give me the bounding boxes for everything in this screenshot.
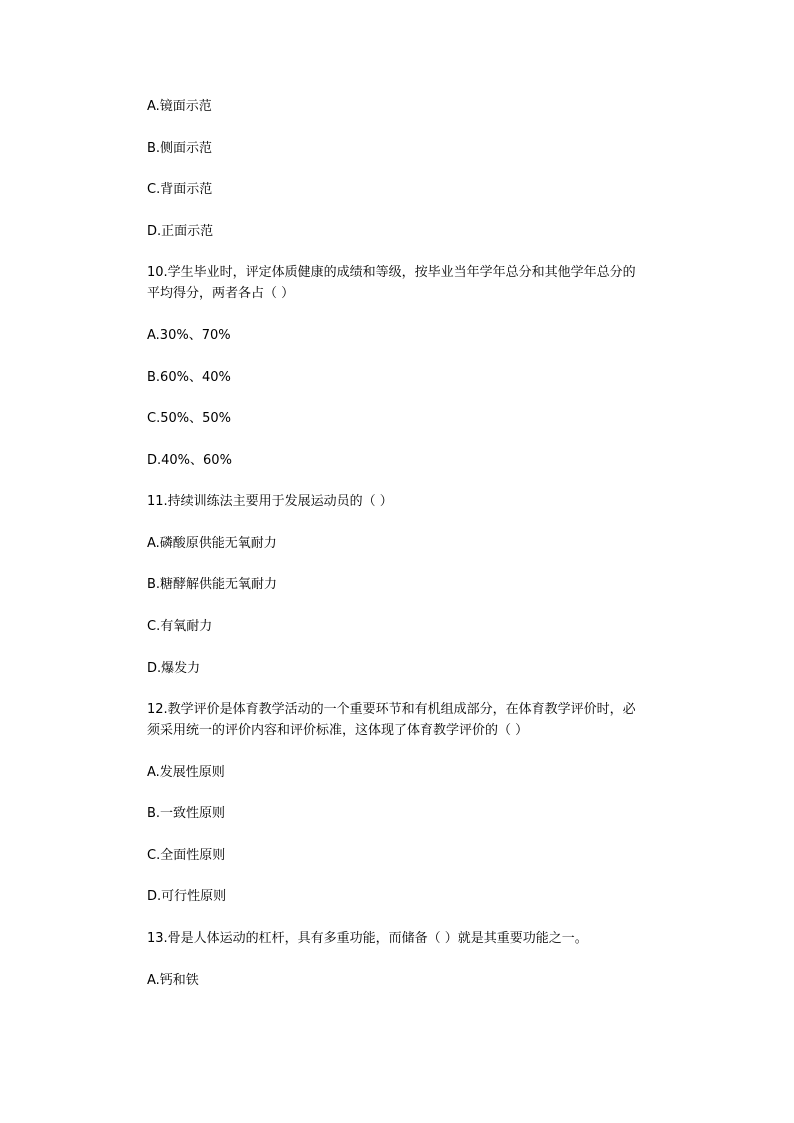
- q10-option-c: C.50%、50%: [147, 411, 231, 426]
- q9-option-a: A.镜面示范: [147, 99, 212, 114]
- q9-option-c: C.背面示范: [147, 182, 213, 197]
- q12-option-a: A.发展性原则: [147, 765, 225, 780]
- q9-option-d: D.正面示范: [147, 224, 214, 239]
- q11-option-c: C.有氧耐力: [147, 619, 213, 634]
- q12-option-b: B.一致性原则: [147, 806, 226, 821]
- q10-option-a: A.30%、70%: [147, 328, 231, 343]
- q11-option-d: D.爆发力: [147, 661, 201, 676]
- q12-stem-line2: 须采用统一的评价内容和评价标准，这体现了体育教学评价的（ ）: [147, 723, 529, 738]
- q13-stem: 13.骨是人体运动的杠杆，具有多重功能，而储备（ ）就是其重要功能之一。: [147, 931, 588, 946]
- q13-option-a: A.钙和铁: [147, 973, 199, 988]
- q10-option-b: B.60%、40%: [147, 370, 231, 385]
- q10-stem-line2: 平均得分，两者各占（ ）: [147, 286, 295, 301]
- q11-stem: 11.持续训练法主要用于发展运动员的（ ）: [147, 494, 393, 509]
- q9-option-b: B.侧面示范: [147, 141, 213, 156]
- q11-option-b: B.糖酵解供能无氧耐力: [147, 577, 278, 592]
- q10-option-d: D.40%、60%: [147, 453, 232, 468]
- q12-stem-line1: 12.教学评价是体育教学活动的一个重要环节和有机组成部分，在体育教学评价时，必: [147, 702, 636, 717]
- q11-option-a: A.磷酸原供能无氧耐力: [147, 536, 277, 551]
- q12-option-c: C.全面性原则: [147, 848, 226, 863]
- q12-option-d: D.可行性原则: [147, 889, 227, 904]
- q10-stem-line1: 10.学生毕业时，评定体质健康的成绩和等级，按毕业当年学年总分和其他学年总分的: [147, 265, 636, 280]
